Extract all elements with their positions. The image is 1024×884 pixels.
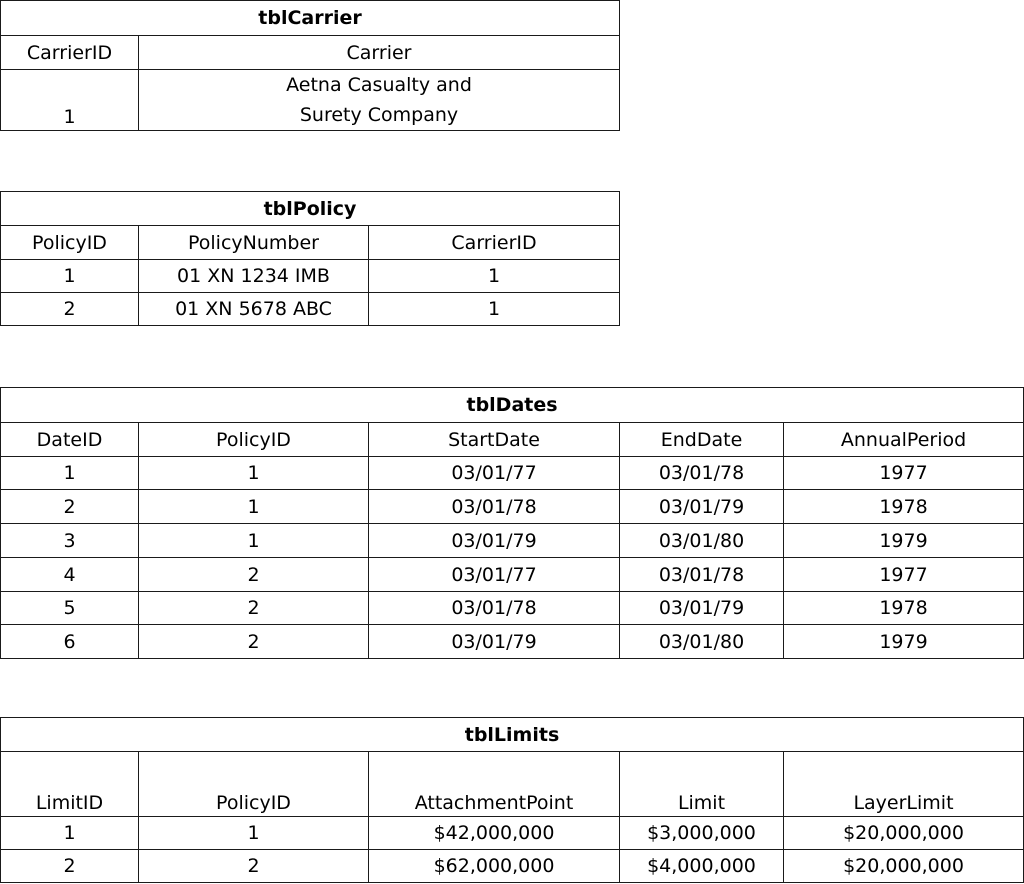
column-header: PolicyNumber [139, 226, 369, 260]
cell-limit: $3,000,000 [620, 817, 784, 850]
cell-date-id: 6 [1, 625, 139, 659]
table-title: tblCarrier [1, 1, 620, 36]
cell-policy-id: 2 [1, 293, 139, 326]
cell-carrier-id: 1 [1, 70, 139, 131]
table-row [1, 293, 620, 326]
cell-carrier-id: 1 [369, 293, 620, 326]
column-header: CarrierID [1, 36, 139, 70]
cell-policy-id: 2 [139, 558, 369, 592]
table-header-row [1, 752, 1024, 817]
cell-end-date: 03/01/78 [620, 457, 784, 490]
cell-policy-id: 2 [139, 625, 369, 659]
cell-end-date: 03/01/80 [620, 625, 784, 659]
table-row [1, 524, 1024, 558]
cell-annual-period: 1979 [784, 524, 1024, 558]
cell-policy-id: 2 [139, 592, 369, 625]
table-row [1, 558, 1024, 592]
column-header: PolicyID [139, 423, 369, 457]
cell-attachment-point: $42,000,000 [369, 817, 620, 850]
cell-policy-id: 1 [139, 490, 369, 524]
cell-date-id: 4 [1, 558, 139, 592]
cell-policy-id: 1 [139, 817, 369, 850]
cell-date-id: 1 [1, 457, 139, 490]
cell-annual-period: 1978 [784, 592, 1024, 625]
column-header: EndDate [620, 423, 784, 457]
tbl-carrier-table [0, 0, 620, 131]
cell-end-date: 03/01/79 [620, 490, 784, 524]
cell-policy-number: 01 XN 5678 ABC [139, 293, 369, 326]
cell-attachment-point: $62,000,000 [369, 850, 620, 883]
column-header: LayerLimit [784, 752, 1024, 817]
cell-annual-period: 1979 [784, 625, 1024, 659]
table-row [1, 457, 1024, 490]
cell-limit-id: 2 [1, 850, 139, 883]
tbl-policy-table [0, 191, 620, 326]
column-header: PolicyID [139, 752, 369, 817]
column-header: StartDate [369, 423, 620, 457]
cell-limit: $4,000,000 [620, 850, 784, 883]
table-header-row [1, 226, 620, 260]
table-title: tblPolicy [1, 192, 620, 226]
cell-layer-limit: $20,000,000 [784, 850, 1024, 883]
table-title: tblDates [1, 388, 1024, 423]
table-row [1, 625, 1024, 659]
cell-policy-id: 2 [139, 850, 369, 883]
cell-policy-number: 01 XN 1234 IMB [139, 260, 369, 293]
table-header-row [1, 423, 1024, 457]
column-header: Carrier [139, 36, 620, 70]
cell-annual-period: 1977 [784, 558, 1024, 592]
cell-carrier-id: 1 [369, 260, 620, 293]
table-title: tblLimits [1, 718, 1024, 752]
column-header: Limit [620, 752, 784, 817]
table-row [1, 490, 1024, 524]
cell-limit-id: 1 [1, 817, 139, 850]
cell-date-id: 5 [1, 592, 139, 625]
tbl-dates-table [0, 387, 1024, 659]
cell-annual-period: 1978 [784, 490, 1024, 524]
cell-policy-id: 1 [139, 457, 369, 490]
cell-annual-period: 1977 [784, 457, 1024, 490]
cell-start-date: 03/01/77 [369, 457, 620, 490]
tbl-limits-table [0, 717, 1024, 883]
cell-carrier-name: Aetna Casualty and Surety Company [139, 70, 620, 131]
cell-policy-id: 1 [139, 524, 369, 558]
cell-end-date: 03/01/80 [620, 524, 784, 558]
column-header: AnnualPeriod [784, 423, 1024, 457]
cell-end-date: 03/01/78 [620, 558, 784, 592]
table-header-row [1, 36, 620, 70]
cell-start-date: 03/01/78 [369, 592, 620, 625]
cell-start-date: 03/01/79 [369, 524, 620, 558]
column-header: LimitID [1, 752, 139, 817]
cell-date-id: 2 [1, 490, 139, 524]
cell-end-date: 03/01/79 [620, 592, 784, 625]
table-row [1, 850, 1024, 883]
column-header: AttachmentPoint [369, 752, 620, 817]
table-row [1, 592, 1024, 625]
cell-start-date: 03/01/78 [369, 490, 620, 524]
column-header: PolicyID [1, 226, 139, 260]
cell-start-date: 03/01/79 [369, 625, 620, 659]
table-row [1, 260, 620, 293]
table-row [1, 817, 1024, 850]
cell-start-date: 03/01/77 [369, 558, 620, 592]
cell-layer-limit: $20,000,000 [784, 817, 1024, 850]
cell-date-id: 3 [1, 524, 139, 558]
column-header: CarrierID [369, 226, 620, 260]
table-row [1, 70, 620, 131]
column-header: DateID [1, 423, 139, 457]
cell-policy-id: 1 [1, 260, 139, 293]
